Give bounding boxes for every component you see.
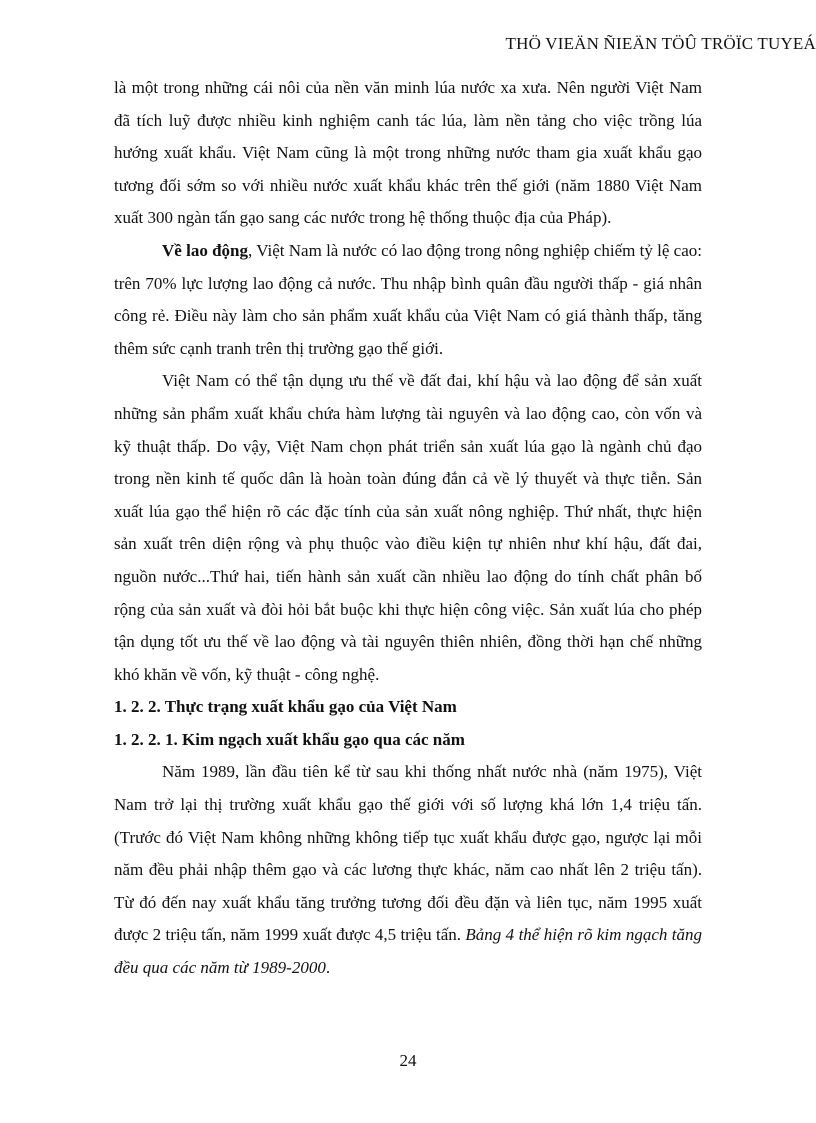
page-number: 24 (399, 1051, 417, 1070)
paragraph-export-end: . (325, 958, 331, 978)
document-body (114, 72, 702, 985)
paragraph-export-history (114, 756, 702, 984)
paragraph-advantages: Việt Nam có thể tận dụng ưu thế về đất đai, khí hậu và lao động để sản xuất những sản phẩm xuất khẩu chứa hàm lượng tài nguyên và lao động cao, còn vốn và kỹ thuật thấp. Do vậy, Việt Nam chọn phát triển sản xuất lúa gạo là ngành chủ đạo trong nền kinh tế quốc dân là hoàn toàn đúng đắn cả về lý thuyết và thực tiễn. Sản xuất lúa gạo thể hiện rõ các đặc tính của sản xuất nông nghiệp. Thứ nhất, thực hiện sản xuất trên diện rộng và phụ thuộc vào điều kiện tự nhiên như khí hậu, đất đai, nguồn nước...Thứ hai, tiến hành sản xuất cần nhiều lao động do tính chất phân bố rộng của sản xuất và đòi hỏi bắt buộc khi thực hiện công việc. Sản xuất lúa cho phép tận dụng tốt ưu thế về lao động và tài nguyên thiên nhiên, đồng thời hạn chế những khó khăn về vốn, kỹ thuật - công nghệ. (114, 371, 702, 684)
paragraph-rice-civilization: là một trong những cái nôi của nền văn minh lúa nước xa xưa. Nên người Việt Nam đã tích luỹ được nhiều kinh nghiệm canh tác lúa, làm nền tảng cho việc trồng lúa hướng xuất khẩu. Việt Nam cũng là một trong những nước tham gia xuất khẩu gạo tương đối sớm so với nhiều nước xuất khẩu khác trên thế giới (năm 1880 Việt Nam xuất 300 ngàn tấn gạo sang các nước trong hệ thống thuộc địa của Pháp). (114, 78, 702, 228)
paragraph-labor-text: , Việt Nam là nước có lao động trong nông nghiệp chiếm tỷ lệ cao: trên 70% lực lượng lao động cả nước. Thu nhập bình quân đầu người thấp - giá nhân công rẻ. Điều này làm cho sản phẩm xuất khẩu của Việt Nam có giá thành thấp, tăng thêm sức cạnh tranh trên thị trường gạo thế giới. (114, 240, 702, 358)
header-title: THÖ VIEÄN ÑIEÄN TÖÛ TRÖÏC TUYEÁ (505, 34, 816, 53)
section-heading-1-2-2: 1. 2. 2. Thực trạng xuất khẩu gạo của Việt Nam (114, 697, 457, 717)
paragraph-labor-lead: Về lao động (162, 240, 249, 260)
table-reference: Bảng 4 thể hiện rõ kim ngạch tăng đều qua các năm từ 1989-2000 (114, 925, 702, 978)
section-heading-1-2-2-1: 1. 2. 2. 1. Kim ngạch xuất khẩu gạo qua các năm (114, 729, 465, 749)
paragraph-labor (114, 235, 702, 365)
paragraph-export-text: Năm 1989, lần đầu tiên kể từ sau khi thống nhất nước nhà (năm 1975), Việt Nam trở lại thị trường xuất khẩu gạo thế giới với số lượng khá lớn 1,4 triệu tấn. (Trước đó Việt Nam không những không tiếp tục xuất khẩu được gạo, ngược lại mỗi năm đều phải nhập thêm gạo và các lương thực khác, năm cao nhất lên 2 triệu tấn). Từ đó đến nay xuất khẩu tăng trưởng tương đối đều đặn và liên tục, năm 1995 xuất được 2 triệu tấn, năm 1999 xuất được 4,5 triệu tấn. (114, 762, 702, 945)
page-header (456, 34, 816, 54)
